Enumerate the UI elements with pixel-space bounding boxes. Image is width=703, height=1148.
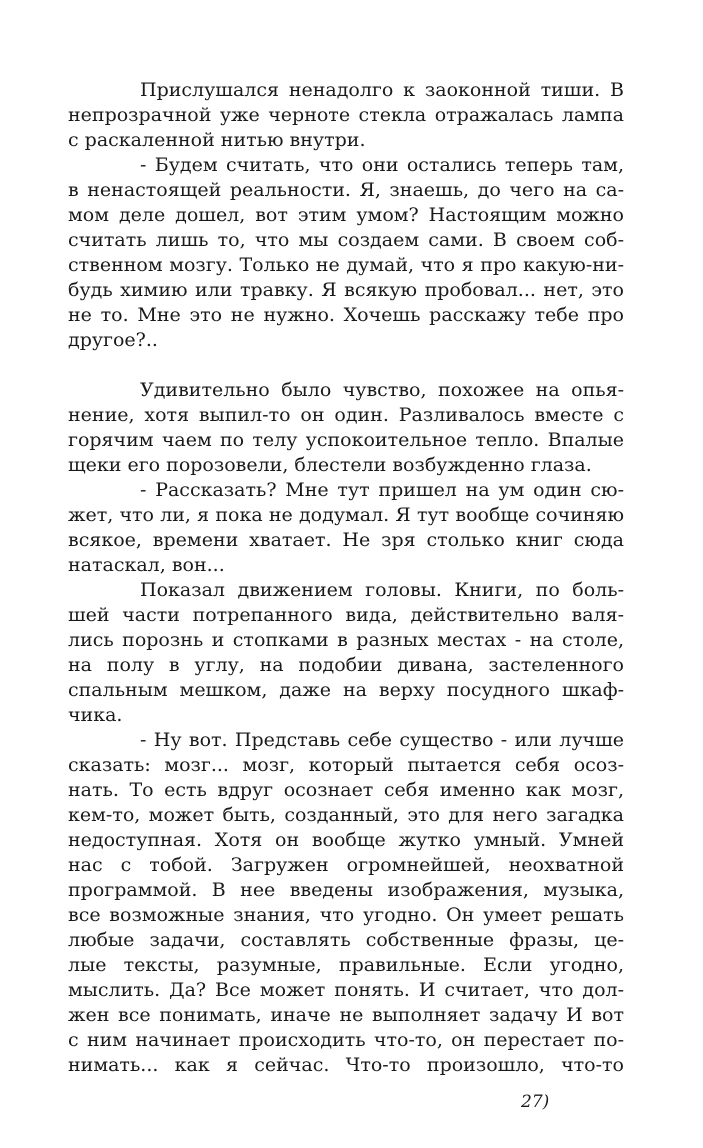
text-line: любые задачи, составлять собственные фразы, це- xyxy=(68,929,624,951)
text-line: в ненастоящей реальности. Я, знаешь, до чего на са- xyxy=(68,179,624,201)
text-line: недоступная. Хотя он вообще жутко умный. Умней xyxy=(68,829,624,851)
text-line: с раскаленной нитью внутри. xyxy=(68,129,366,151)
text-line: - Будем считать, что они остались теперь там, xyxy=(140,154,624,176)
text-line: считать лишь то, что мы создаем сами. В своем соб- xyxy=(68,229,624,251)
page-number: 27) xyxy=(521,1092,550,1112)
text-line: мом деле дошел, вот этим умом? Настоящим можно xyxy=(68,204,624,226)
text-line: лые тексты, разумные, правильные. Если угодно, xyxy=(68,954,624,976)
text-line: спальным мешком, даже на верху посудного шкаф- xyxy=(68,679,624,701)
text-line: нать. То есть вдруг осознает себя именно как мозг, xyxy=(68,779,624,801)
text-line: жет, что ли, я пока не додумал. Я тут вообще сочиняю xyxy=(68,504,624,526)
text-line: все возможные знания, что угодно. Он умеет решать xyxy=(68,904,624,926)
text-line: не то. Мне это не нужно. Хочешь расскажу тебе про xyxy=(68,304,624,326)
text-line: Показал движением головы. Книги, по боль- xyxy=(140,579,624,601)
text-line: другое?.. xyxy=(68,329,158,351)
text-line: нас с тобой. Загружен огромнейшей, неохватной xyxy=(68,854,624,876)
text-line: сказать: мозг... мозг, который пытается себя осоз- xyxy=(68,754,624,776)
text-line: на полу в углу, на подобии дивана, застеленного xyxy=(68,654,624,676)
text-line: ственном мозгу. Только не думай, что я про какую-ни- xyxy=(68,254,624,276)
text-line: щеки его порозовели, блестели возбужденно глаза. xyxy=(68,454,592,476)
text-line: натаскал, вон... xyxy=(68,554,225,576)
text-line: лись порознь и стопками в разных местах - на столе, xyxy=(68,629,624,651)
text-line: программой. В нее введены изображения, музыка, xyxy=(68,879,624,901)
text-line: всякое, времени хватает. Не зря столько книг сюда xyxy=(68,529,624,551)
text-line: шей части потрепанного вида, действительно валя- xyxy=(68,604,624,626)
text-line: нение, хотя выпил-то он один. Разливалось вместе с xyxy=(68,404,624,426)
text-line: чика. xyxy=(68,704,123,726)
text-line: с ним начинает происходить что-то, он перестает по- xyxy=(68,1029,624,1051)
text-line: мыслить. Да? Все может понять. И считает, что дол- xyxy=(68,979,624,1001)
text-line: - Ну вот. Представь себе существо - или лучше xyxy=(140,729,624,751)
text-line: кем-то, может быть, созданный, это для него загадка xyxy=(68,804,624,826)
text-line: жен все понимать, иначе не выполняет задачу И вот xyxy=(68,1004,624,1026)
text-line: - Рассказать? Мне тут пришел на ум один сю- xyxy=(140,479,624,501)
text-line: Прислушался ненадолго к заоконной тиши. В xyxy=(140,79,624,101)
text-line: горячим чаем по телу успокоительное тепло. Впалые xyxy=(68,429,624,451)
text-line: непрозрачной уже черноте стекла отражалась лампа xyxy=(68,104,624,126)
text-line: будь химию или травку. Я всякую пробовал... нет, это xyxy=(68,279,624,301)
text-line: нимать... как я сейчас. Что-то произошло, что-то xyxy=(68,1054,624,1076)
text-line: Удивительно было чувство, похожее на опья- xyxy=(140,379,624,401)
